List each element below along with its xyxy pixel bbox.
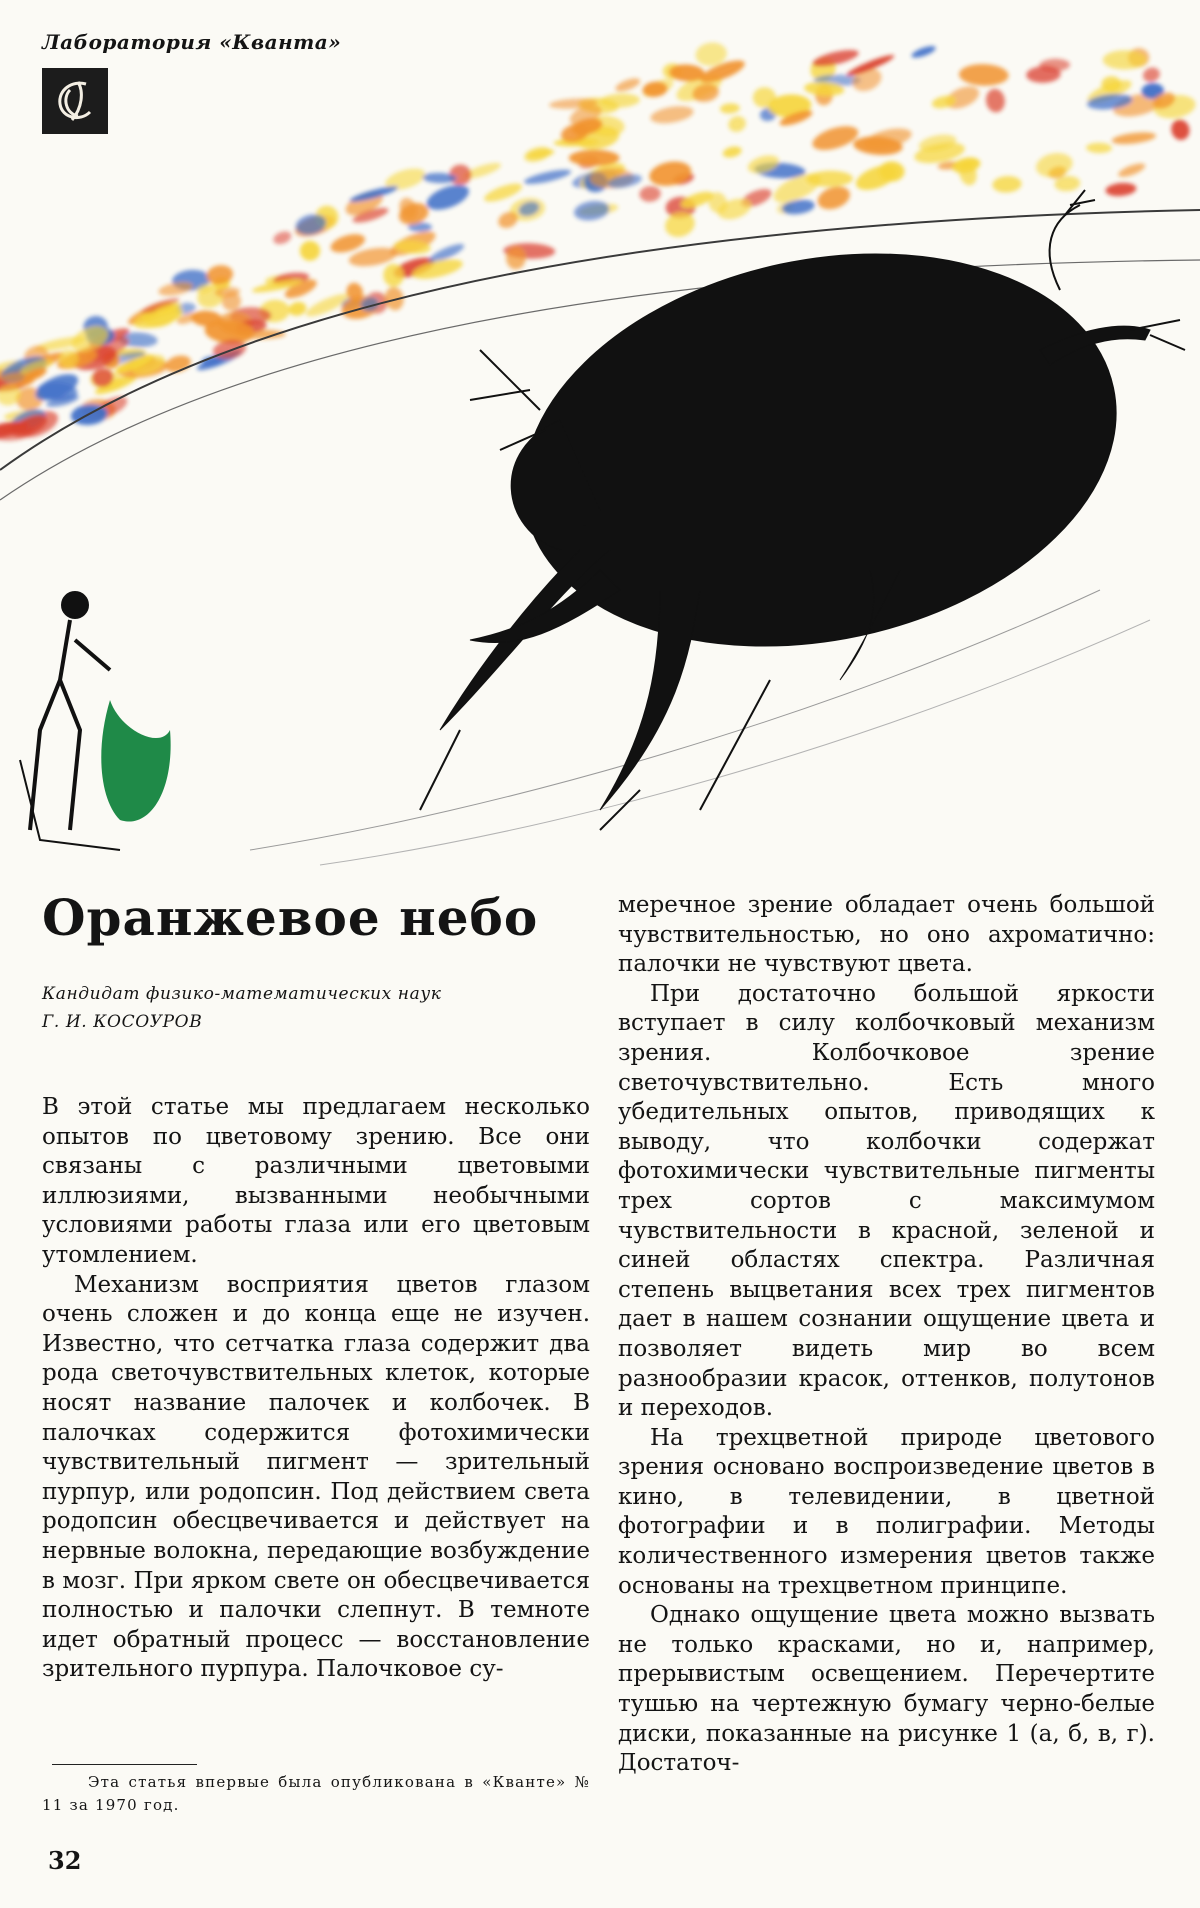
author-degree: Кандидат физико-математических наук [42, 984, 442, 1004]
page-number: 32 [48, 1846, 82, 1875]
crowd-brush-dab [272, 229, 293, 246]
crowd-brush-dab [205, 263, 234, 286]
crowd-brush-dab [1105, 182, 1137, 198]
crowd-brush-dab [726, 114, 748, 135]
author-byline [42, 980, 442, 1036]
crowd-brush-dab [647, 158, 693, 189]
paragraph: Механизм восприятия цветов глазом очень сложен и до конца еще не изучен. Известно, что сетчатка глаза содержит два рода светочувствительных клеток, которые носят название палочек и колбочек. В палочках содержится фотохимически чувствительный пигмент — зрительный пурпур, или родопсин. Под действием света родопсин обесцвечивается и действует на нервные волокна, передающие возбуждение в мозг. При ярком свете он обесцвечивается полностью и палочки слепнут. В темноте идет обратный процесс — восстановление зрительного пурпура. Палочковое су- [42, 1271, 590, 1683]
paragraph: В этой статье мы предлагаем несколько опытов по цветовому зрению. Все они связаны с различными цветовыми иллюзиями, вызванными необычными условиями работы глаза или его цветовым утомлением. [42, 1094, 590, 1268]
crowd-brush-dab [1117, 161, 1147, 180]
bullfight-ink-illustration [0, 30, 1200, 870]
article-title: Оранжевое небо [42, 888, 539, 947]
crowd-brush-dab [1103, 50, 1147, 69]
crowd-brush-dab [614, 76, 642, 94]
section-header: Лаборатория «Кванта» [42, 30, 342, 54]
crowd-brush-dab [815, 182, 853, 213]
footnote-text: Эта статья впервые была опубликована в «Кванте» № 11 за 1970 год. [42, 1773, 590, 1814]
crowd-brush-dab [569, 150, 620, 166]
crowd-brush-dab [1169, 117, 1192, 142]
author-name: Г. И. КОСОУРОВ [42, 1012, 203, 1032]
crowd-brush-dab [1141, 65, 1162, 84]
crowd-brush-dab [984, 88, 1006, 114]
paragraph: Однако ощущение цвета можно вызвать не только красками, но и, например, прерывистым освещением. Перечертите тушью на чертежную бумагу черно-белые диски, показанные на рисунке 1 (а, б, в, г). Достаточ- [618, 1602, 1155, 1777]
crowd-brush-dab [1034, 150, 1075, 180]
footnote [42, 1771, 590, 1817]
crowd-brush-dab [639, 185, 662, 203]
crowd-brush-dab [992, 175, 1022, 193]
crowd-brush-dab [810, 122, 861, 155]
paragraph: На трехцветной природе цветового зрения основано воспроизведение цветов в кино, в телевидении, в цветной фотографии и в полиграфии. Методы количественного измерения цветов также основаны на трехцветном принципе. [618, 1424, 1155, 1599]
crowd-brush-dab [573, 199, 611, 223]
crowd-brush-dab [910, 44, 937, 60]
crowd-brush-dab [287, 300, 308, 318]
crowd-brush-dab [720, 103, 740, 114]
crowd-brush-dab [298, 239, 321, 262]
crowd-brush-dab [423, 180, 472, 215]
crowd-brush-dab [722, 145, 743, 159]
footnote-rule [52, 1764, 197, 1765]
crowd-brush-dab [522, 144, 552, 165]
crowd-brush-dab [1111, 130, 1157, 146]
paragraph: При достаточно большой яркости вступает в силу колбочковый механизм зрения. Колбочковое зрение светочувствительно. Есть много убедительных опытов, приводящих к выводу, что колбочки содержат фотохимически чувствительные пигменты трех сортов с максимумом чувствительности в красной, зеленой и синей областях спектра. Различная степень выцветания всех трех пигментов дает в нашем сознании ощущение цвета и позволяет видеть мир во всем разнообразии красок, оттенков, полутонов и переходов. [618, 980, 1155, 1422]
crowd-brush-dab [523, 167, 572, 187]
left-column [42, 1093, 590, 1685]
right-column [618, 891, 1155, 1779]
crowd-brush-dab [959, 63, 1009, 86]
paragraph: меречное зрение обладает очень большой чувствительностью, но оно ахроматично: палочки не чувствуют цвета. [618, 892, 1155, 978]
crowd-brush-dab [649, 103, 695, 126]
crowd-brush-dab [1086, 142, 1112, 153]
